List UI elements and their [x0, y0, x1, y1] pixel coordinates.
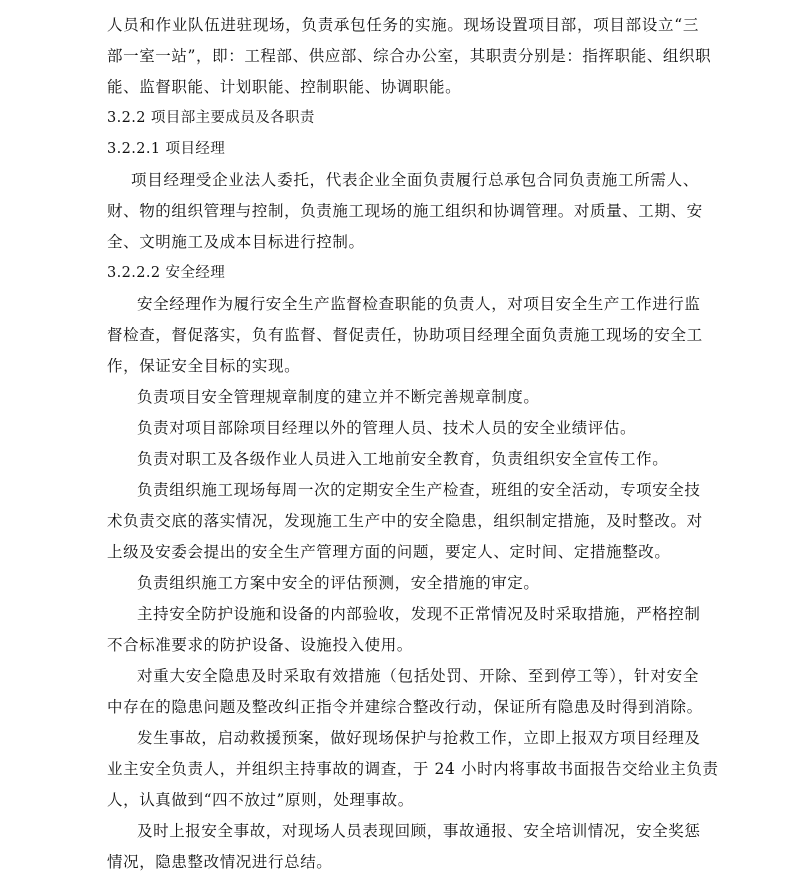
text-line: 情况，隐患整改情况进行总结。 — [107, 853, 333, 871]
section-heading-3-2-2 — [107, 103, 699, 134]
text-line: 不合标准要求的防护设备、设施投入使用。 — [107, 636, 413, 654]
paragraph-safety-acceptance — [107, 599, 699, 661]
text-line: 中存在的隐患问题及整改纠正指令并建综合整改行动，保证所有隐患及时得到消除。 — [107, 698, 703, 716]
text-line: 项目经理受企业法人委托，代表企业全面负责履行总承包合同负责施工所需人、 — [131, 171, 699, 189]
text-line: 主持安全防护设施和设备的内部验收，发现不正常情况及时采取措施，严格控制 — [137, 605, 701, 623]
section-heading-3-2-2-1 — [107, 134, 699, 165]
text-line: 术负责交底的落实情况，发现施工生产中的安全隐患，组织制定措施，及时整改。对 — [107, 512, 703, 530]
text-line: 人员和作业队伍进驻现场，负责承包任务的实施。现场设置项目部，项目部设立“三 — [107, 16, 699, 34]
paragraph-major-hazards — [107, 661, 703, 723]
text-line: 能、监督职能、计划职能、控制职能、协调职能。 — [107, 78, 462, 96]
text-line: 负责组织施工现场每周一次的定期安全生产检查，班组的安全活动，专项安全技 — [137, 481, 701, 499]
paragraph-safety-evaluation — [107, 413, 699, 444]
paragraph-accident-response — [107, 723, 719, 816]
text-line: 负责组织施工方案中安全的评估预测，安全措施的审定。 — [137, 574, 540, 592]
section-heading-3-2-2-2 — [107, 258, 699, 289]
text-line: 财、物的组织管理与控制，负责施工现场的施工组织和协调管理。对质量、工期、安 — [107, 202, 703, 220]
paragraph-safety-inspection — [107, 475, 703, 568]
text-line: 作，保证安全目标的实现。 — [107, 357, 301, 375]
paragraph-intro-continuation — [107, 10, 712, 103]
paragraph-safety-plan-review — [107, 568, 699, 599]
text-line: 负责对职工及各级作业人员进入工地前安全教育，负责组织安全宣传工作。 — [137, 450, 669, 468]
text-line: 负责对项目部除项目经理以外的管理人员、技术人员的安全业绩评估。 — [137, 419, 637, 437]
document-page — [107, 10, 719, 878]
paragraph-reporting — [107, 816, 699, 878]
text-line: 业主安全负责人，并组织主持事故的调查，于 24 小时内将事故书面报告交给业主负责 — [107, 760, 719, 778]
text-line: 上级及安委会提出的安全生产管理方面的问题，要定人、定时间、定措施整改。 — [107, 543, 671, 561]
text-line: 发生事故，启动救援预案，做好现场保护与抢救工作，立即上报双方项目经理及 — [137, 729, 701, 747]
text-line: 安全经理作为履行安全生产监督检查职能的负责人，对项目安全生产工作进行监 — [137, 295, 701, 313]
paragraph-safety-education — [107, 444, 699, 475]
text-line: 全、文明施工及成本目标进行控制。 — [107, 233, 365, 251]
text-line: 部一室一站”，即：工程部、供应部、综合办公室，其职责分别是：指挥职能、组织职 — [107, 47, 712, 65]
text-line: 负责项目安全管理规章制度的建立并不断完善规章制度。 — [137, 388, 540, 406]
text-line: 督检查，督促落实，负有监督、督促责任，协助项目经理全面负责施工现场的安全工 — [107, 326, 703, 344]
paragraph-safety-intro — [107, 289, 703, 382]
section-heading: 3.2.2 项目部主要成员及各职责 — [107, 110, 315, 126]
text-line: 人，认真做到“四不放过”原则，处理事故。 — [107, 791, 414, 809]
subsection-heading: 3.2.2.1 项目经理 — [107, 141, 226, 157]
paragraph-safety-rules — [107, 382, 699, 413]
text-line: 及时上报安全事故，对现场人员表现回顾，事故通报、安全培训情况，安全奖惩 — [137, 822, 701, 840]
text-line: 对重大安全隐患及时采取有效措施（包括处罚、开除、至到停工等），针对安全 — [137, 667, 699, 685]
paragraph-pm-duties — [107, 165, 703, 258]
subsection-heading: 3.2.2.2 安全经理 — [107, 265, 226, 281]
